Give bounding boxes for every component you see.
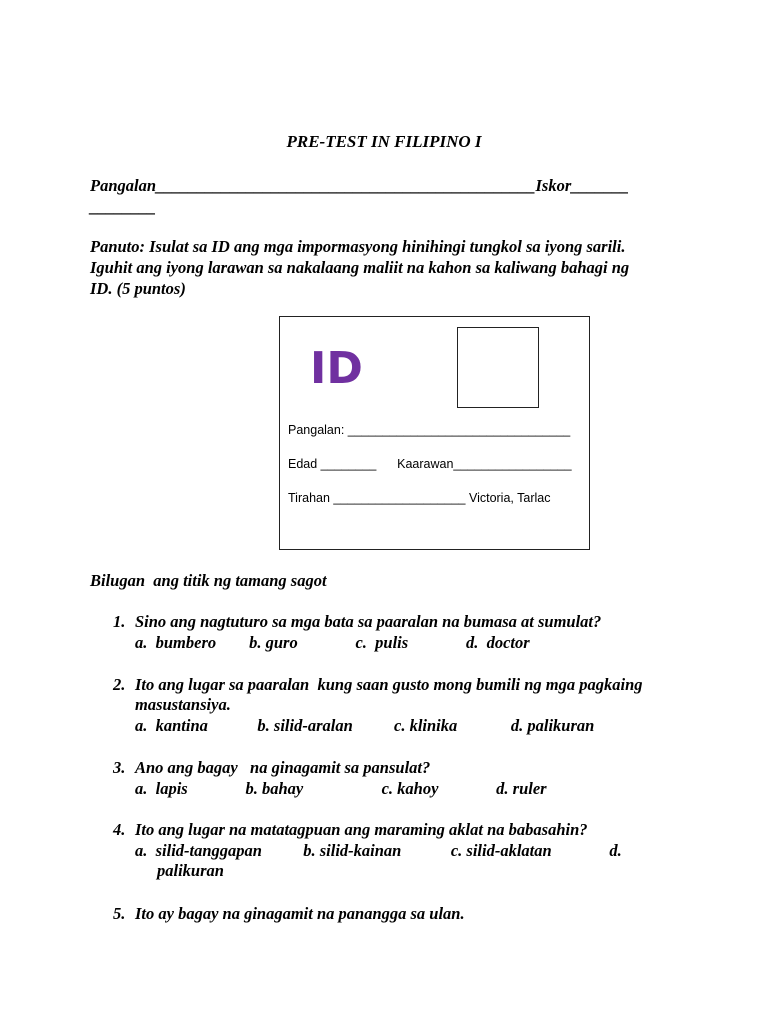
page-title: PRE-TEST IN FILIPINO I bbox=[286, 132, 482, 151]
question-text: Ito ang lugar sa paaralan kung saan gusto mong bumili ng mga pagkaing bbox=[135, 675, 643, 694]
name-score-line-continuation: ________ bbox=[90, 197, 156, 216]
question-choices: a. silid-tanggapan b. silid-kainan c. silid-aklatan d. bbox=[135, 841, 622, 860]
id-age-birthday-line: Edad ________ Kaarawan_________________ bbox=[288, 457, 572, 471]
id-card bbox=[279, 316, 590, 550]
photo-box bbox=[457, 327, 539, 408]
question-choices: a. kantina b. silid-aralan c. klinika d. palikuran bbox=[135, 716, 595, 735]
name-score-line: Pangalan______________________________________________Iskor_______ bbox=[90, 176, 630, 195]
id-address-line: Tirahan ___________________ Victoria, Tarlac bbox=[288, 491, 551, 505]
instructions-line-2: Iguhit ang iyong larawan sa nakalaang maliit na kahon sa kaliwang bahagi ng bbox=[90, 258, 630, 277]
question-text: Ito ay bagay na ginagamit na panangga sa ulan. bbox=[135, 904, 465, 923]
question-text-continuation: masustansiya. bbox=[135, 695, 231, 714]
instructions-line-1: Panuto: Isulat sa ID ang mga impormasyong hinihingi tungkol sa iyong sarili. bbox=[90, 237, 626, 256]
section-heading: Bilugan ang titik ng tamang sagot bbox=[90, 571, 327, 590]
question-choices-continuation: palikuran bbox=[157, 861, 224, 880]
question-text: Ito ang lugar na matatagpuan ang maraming aklat na babasahin? bbox=[135, 820, 588, 839]
question-number: 4. bbox=[113, 820, 126, 839]
question-number: 2. bbox=[113, 675, 126, 694]
id-card-title: ID bbox=[310, 343, 363, 394]
question-number: 3. bbox=[113, 758, 126, 777]
question-text: Ano ang bagay na ginagamit sa pansulat? bbox=[135, 758, 431, 777]
instructions-line-3: ID. (5 puntos) bbox=[90, 279, 186, 298]
question-text: Sino ang nagtuturo sa mga bata sa paaralan na bumasa at sumulat? bbox=[135, 612, 602, 631]
id-name-line: Pangalan: ________________________________ bbox=[288, 423, 571, 437]
question-number: 1. bbox=[113, 612, 126, 631]
question-number: 5. bbox=[113, 904, 126, 923]
instructions bbox=[90, 236, 690, 299]
question-choices: a. bumbero b. guro c. pulis d. doctor bbox=[135, 633, 530, 652]
question-choices: a. lapis b. bahay c. kahoy d. ruler bbox=[135, 779, 547, 798]
